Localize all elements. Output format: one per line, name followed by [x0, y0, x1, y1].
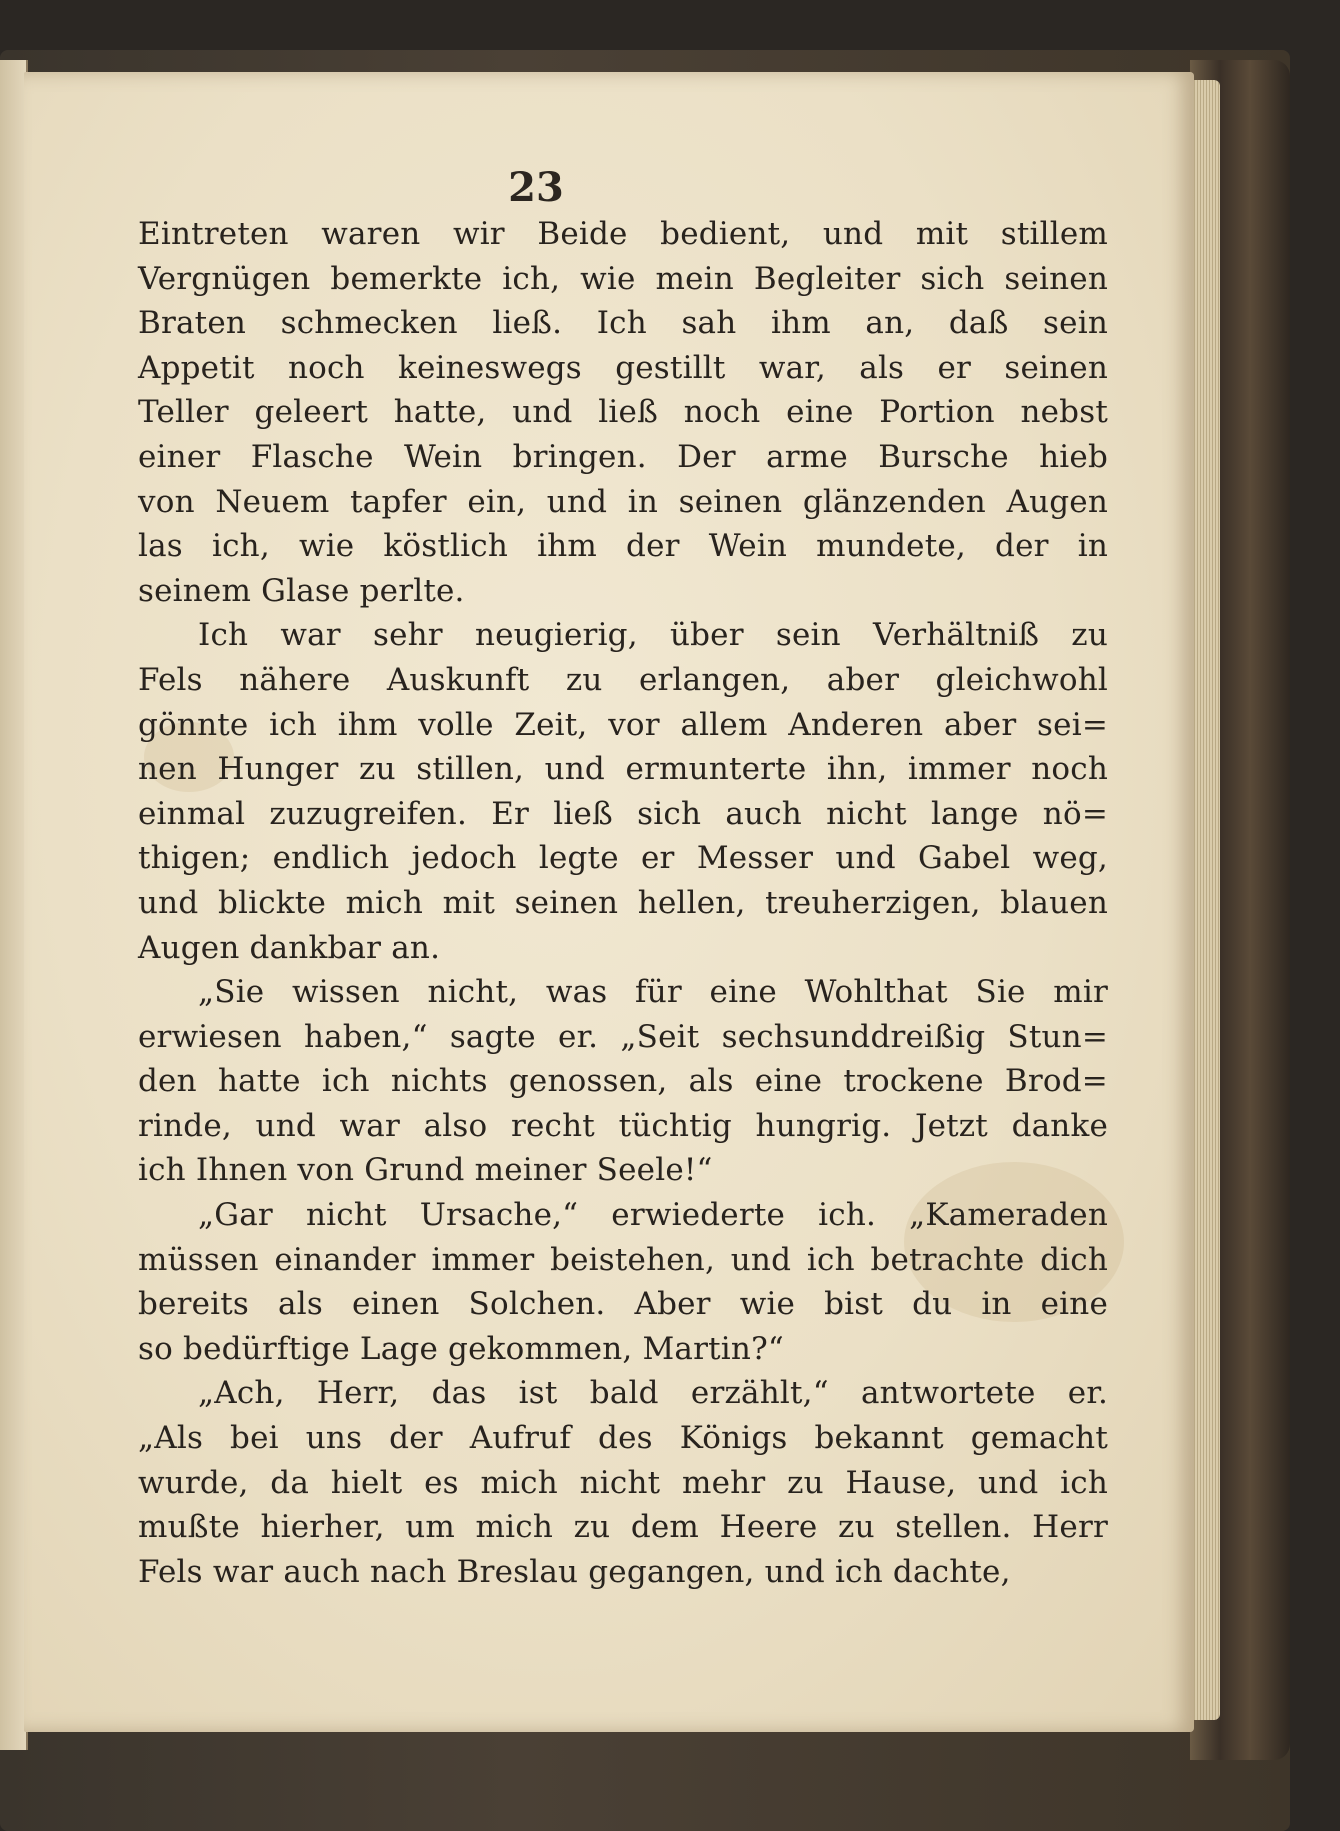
text-line: so bedürftige Lage gekommen, Martin?“: [138, 1330, 784, 1367]
text-line: und blickte mich mit seinen hellen, treuherzigen, blauen: [138, 884, 1108, 921]
body-text: [138, 212, 1108, 1594]
text-line: ich Ihnen von Grund meiner Seele!“: [138, 1152, 713, 1189]
text-line: Augen dankbar an.: [138, 929, 441, 966]
text-line: Fels war auch nach Breslau gegangen, und ich dachte,: [138, 1553, 1011, 1590]
book-page: [24, 72, 1194, 1732]
text-line: las ich, wie köstlich ihm der Wein mundete, der in: [138, 528, 1108, 565]
text-line: Eintreten waren wir Beide bedient, und mit stillem: [138, 216, 1108, 252]
text-line: Ich war sehr neugierig, über sein Verhältniß zu: [198, 617, 1108, 654]
text-line: Braten schmecken ließ. Ich sah ihm an, daß sein: [138, 305, 1108, 342]
text-line: wurde, da hielt es mich nicht mehr zu Hause, und ich: [138, 1464, 1108, 1501]
text-line: mußte hierher, um mich zu dem Heere zu stellen. Herr: [138, 1509, 1108, 1546]
text-line: Vergnügen bemerkte ich, wie mein Begleiter sich seinen: [138, 260, 1108, 297]
text-line: nen Hunger zu stillen, und ermunterte ihn, immer noch: [138, 751, 1108, 788]
text-line: den hatte ich nichts genossen, als eine trockene Brod=: [138, 1063, 1108, 1100]
text-line: Appetit noch keineswegs gestillt war, als er seinen: [138, 349, 1108, 386]
text-line: seinem Glase perlte.: [138, 572, 465, 609]
text-line: thigen; endlich jedoch legte er Messer und Gabel weg,: [138, 840, 1108, 877]
text-line: erwiesen haben,“ sagte er. „Seit sechsunddreißig Stun=: [138, 1018, 1108, 1055]
text-line: einer Flasche Wein bringen. Der arme Bursche hieb: [138, 438, 1108, 475]
text-line: „Sie wissen nicht, was für eine Wohlthat Sie mir: [198, 974, 1108, 1011]
text-line: rinde, und war also recht tüchtig hungrig. Jetzt danke: [138, 1107, 1108, 1144]
text-line: von Neuem tapfer ein, und in seinen glänzenden Augen: [138, 483, 1108, 520]
text-line: gönnte ich ihm volle Zeit, vor allem Anderen aber sei=: [138, 706, 1108, 743]
text-line: „Ach, Herr, das ist bald erzählt,“ antwortete er.: [198, 1375, 1108, 1412]
text-line: einmal zuzugreifen. Er ließ sich auch nicht lange nö=: [138, 795, 1108, 832]
text-line: „Gar nicht Ursache,“ erwiederte ich. „Kameraden: [198, 1197, 1108, 1234]
page-number: 23: [508, 164, 564, 211]
text-line: Fels nähere Auskunft zu erlangen, aber gleichwohl: [138, 661, 1108, 698]
text-line: müssen einander immer beistehen, und ich betrachte dich: [138, 1241, 1108, 1278]
text-line: Teller geleert hatte, und ließ noch eine Portion nebst: [138, 394, 1108, 431]
text-line: „Als bei uns der Aufruf des Königs bekannt gemacht: [138, 1420, 1108, 1457]
text-line: bereits als einen Solchen. Aber wie bist du in eine: [138, 1286, 1108, 1323]
